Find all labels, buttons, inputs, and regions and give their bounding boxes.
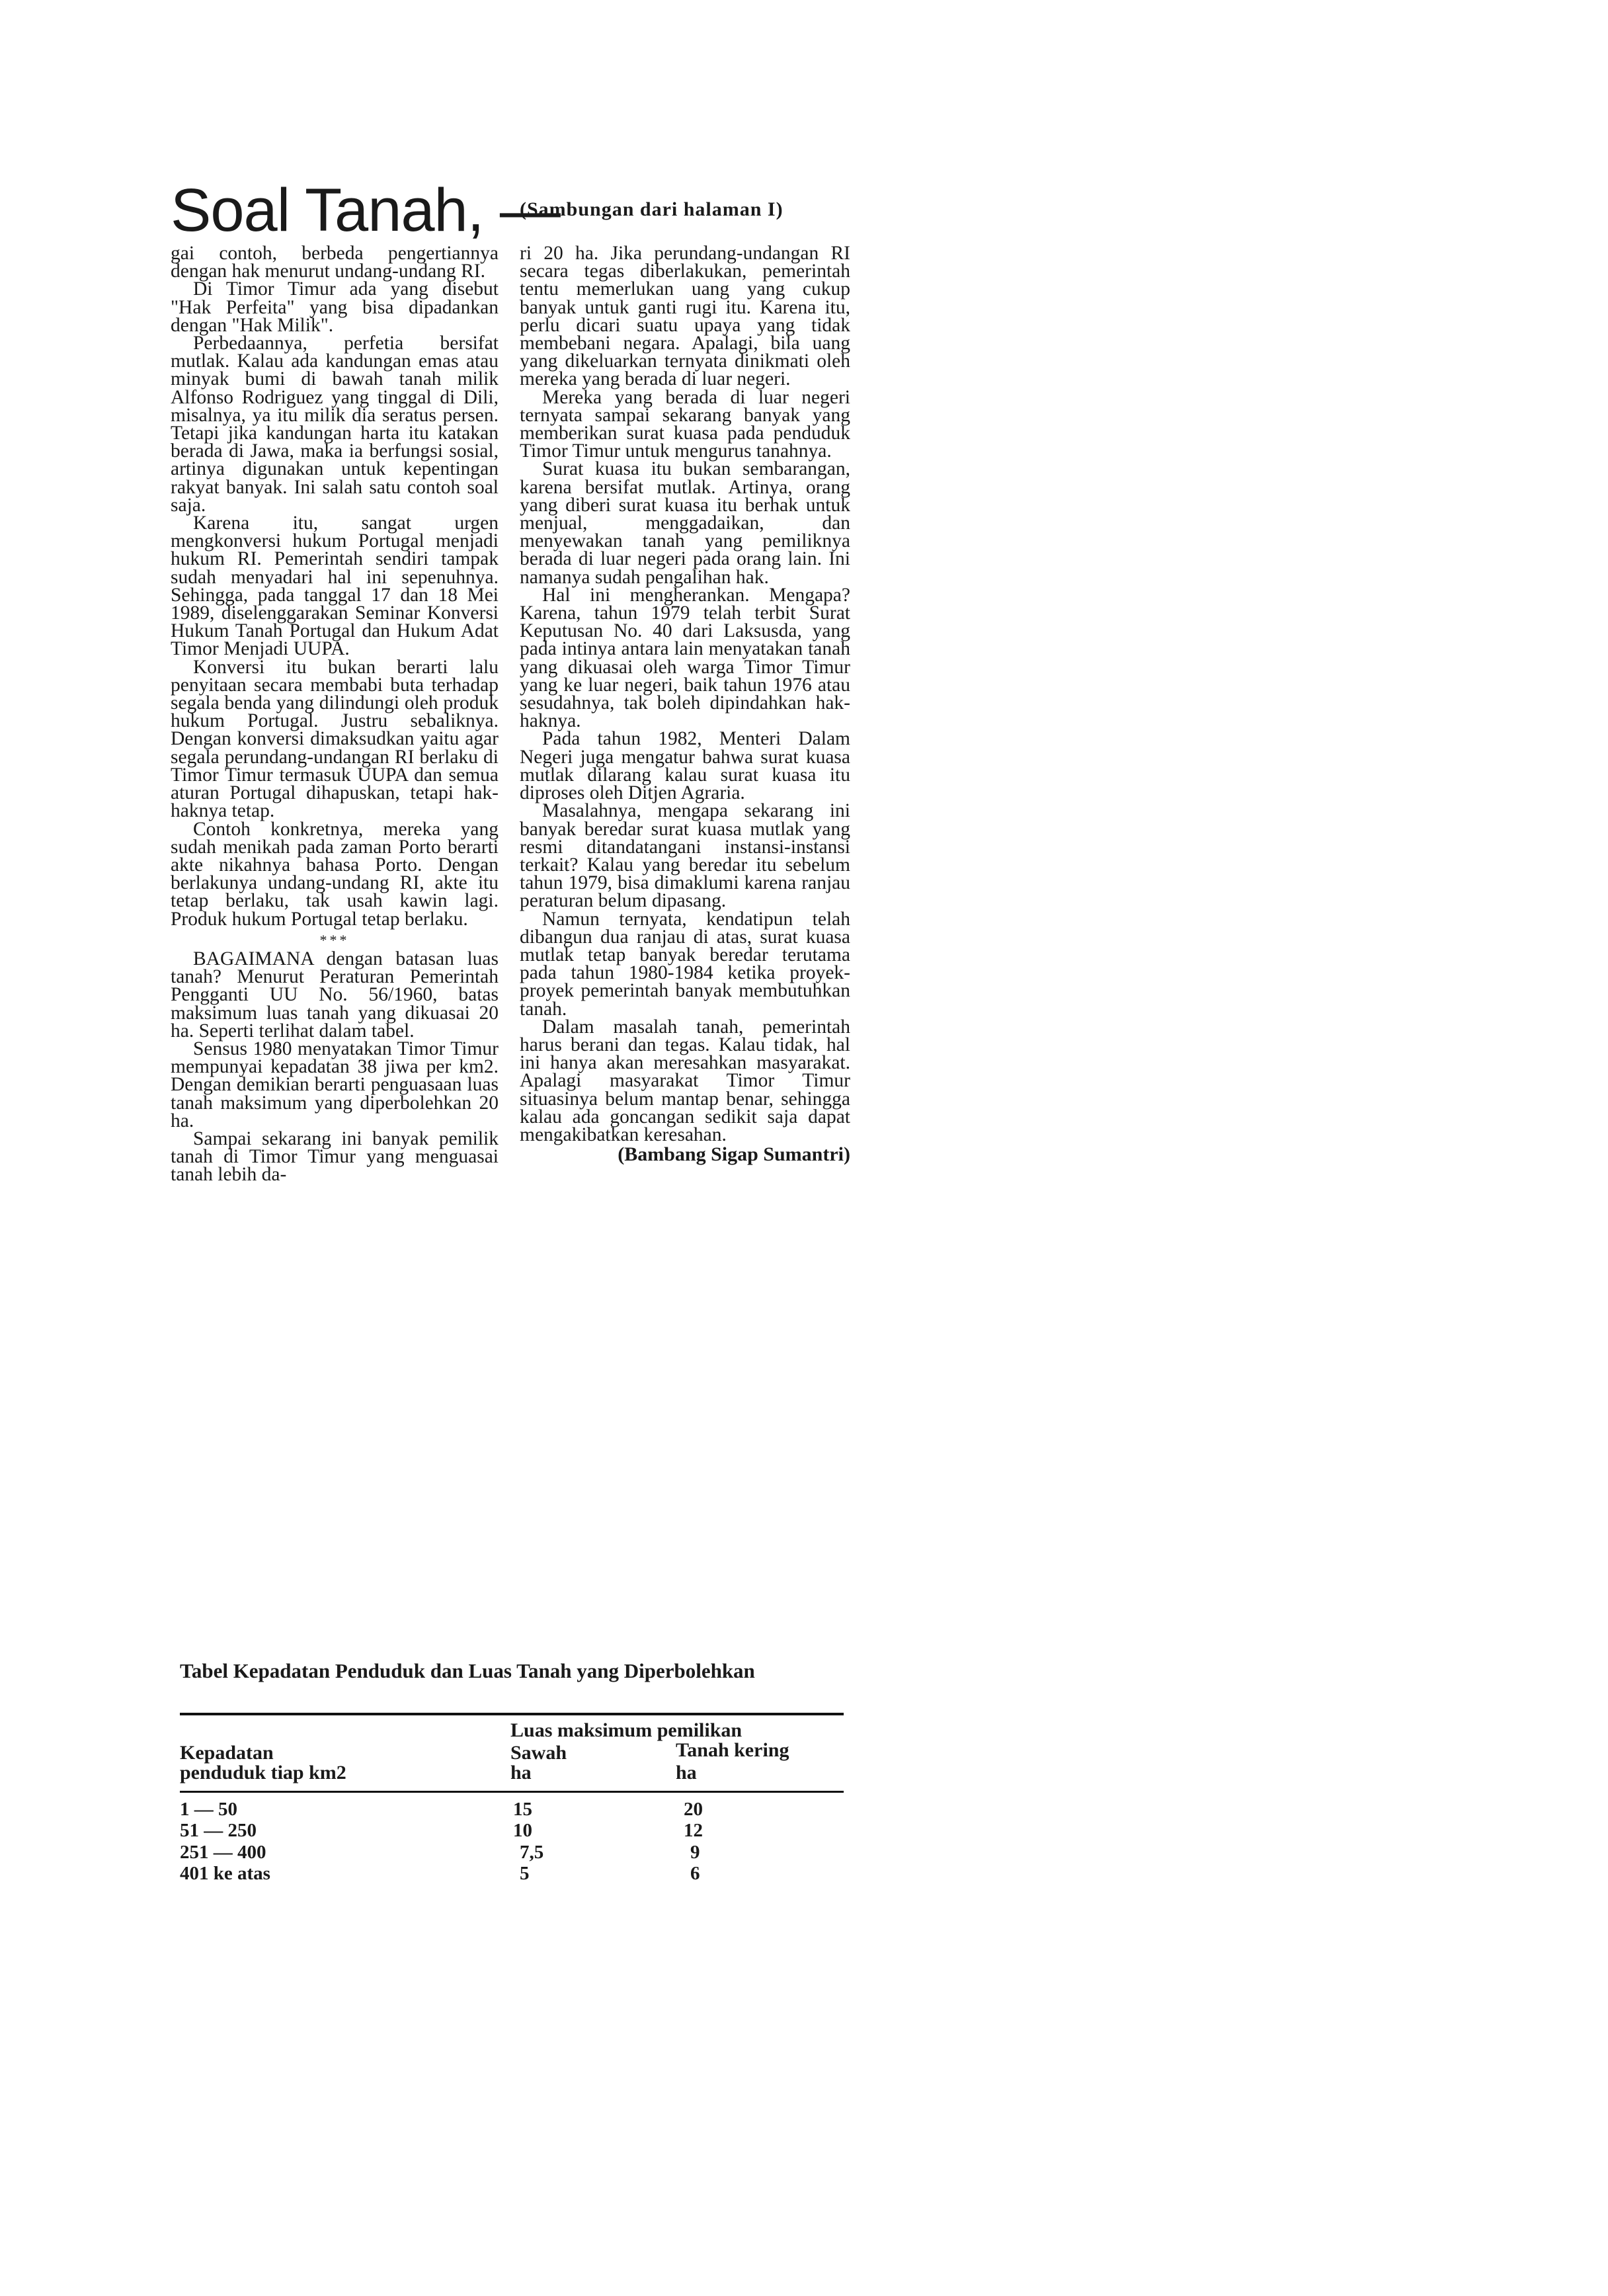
table-title: Tabel Kepadatan Penduduk dan Luas Tanah yang Diperbolehkan [180, 1659, 755, 1682]
table-row-3-density: 251 — 400 [180, 1842, 266, 1863]
table-row-4-kering: 6 [690, 1863, 700, 1884]
table-row-2-sawah: 10 [513, 1820, 532, 1841]
table-row-2-kering: 12 [684, 1820, 703, 1841]
right-paragraph-2: Mereka yang berada di luar negeri ternyata sampai sekarang banyak yang memberikan surat kuasa pada penduduk Timor Timur untuk mengurus tanahnya. [520, 386, 850, 462]
right-paragraph-5: Pada tahun 1982, Menteri Dalam Negeri juga mengatur bahwa surat kuasa mutlak dilarang kalau surat kuasa itu diproses oleh Ditjen Agraria. [520, 728, 850, 804]
author-byline: (Bambang Sigap Sumantri) [618, 1143, 850, 1166]
article-headline: Soal Tanah, — [171, 177, 560, 244]
header-kering-line2: ha [676, 1762, 697, 1784]
article-left-column [171, 245, 499, 1184]
right-paragraph-1: ri 20 ha. Jika perundang-undangan RI secara tegas diberlakukan, pemerintah tentu memerlukan uang yang cukup banyak untuk ganti rugi itu. Karena itu, perlu dicari suatu upaya yang tidak membebani negara. Apalagi, bila uang yang dikeluarkan ternyata dinikmati oleh mereka yang berada di luar negeri. [520, 243, 850, 390]
left-paragraph-6: Contoh konkretnya, mereka yang sudah menikah pada zaman Porto berarti akte nikahnya bahasa Porto. Dengan berlakunya undang-undang RI, akte itu tetap berlaku, tak usah kawin lagi. Produk hukum Portugal tetap berlaku. [171, 818, 499, 930]
table-group-header: Luas maksimum pemilikan [510, 1719, 743, 1741]
left-paragraph-5: Konversi itu bukan berarti lalu penyitaan secara membabi buta terhadap segala benda yang dilindungi oleh produk hukum Portugal. Justru sebaliknya. Dengan konversi dimaksudkan yaitu agar segala perundang-undangan RI berlaku di Timor Timur termasuk UUPA dan semua aturan Portugal dihapuskan, tetapi hak-haknya tetap. [171, 656, 499, 822]
table-row-3-kering: 9 [690, 1842, 700, 1863]
table-row-1-density: 1 — 50 [180, 1799, 237, 1820]
table-header-rule [180, 1791, 844, 1793]
right-paragraph-8: Dalam masalah tanah, pemerintah harus berani dan tegas. Kalau tidak, hal ini hanya akan meresahkan masyarakat. Apalagi masyarakat Timor Timur situasinya belum mantap benar, sehingga kalau ada goncangan sedikit saja dapat mengakibatkan keresahan. [520, 1016, 850, 1145]
right-paragraph-6: Masalahnya, mengapa sekarang ini banyak beredar surat kuasa mutlak yang resmi ditandatangani instansi-instansi terkait? Kalau yang beredar itu sebelum tahun 1979, bisa dimaklumi karena ranjau peraturan belum dipasang. [520, 800, 850, 912]
right-paragraph-4: Hal ini mengherankan. Mengapa? Karena, tahun 1979 telah terbit Surat Keputusan No. 40 dari Laksusda, yang pada intinya antara lain menyatakan tanah yang dikuasai oleh warga Timor Timur yang ke luar negeri, baik tahun 1976 atau sesudahnya, tak boleh dipindahkan hak-haknya. [520, 584, 850, 732]
header-kering-line1: Tanah kering [676, 1739, 789, 1761]
right-paragraph-7: Namun ternyata, kendatipun telah dibangun dua ranjau di atas, surat kuasa mutlak tetap banyak beredar terutama pada tahun 1980-1984 ketika proyek-proyek pemerintah banyak membutuhkan tanah. [520, 908, 850, 1020]
table-top-rule [180, 1713, 844, 1715]
left-paragraph-8: Sensus 1980 menyatakan Timor Timur mempunyai kepadatan 38 jiwa per km2. Dengan demikian berarti penguasaan luas tanah maksimum yang diperbolehkan 20 ha. [171, 1038, 499, 1131]
table-row-2-density: 51 — 250 [180, 1820, 257, 1841]
article-right-column [520, 243, 850, 1166]
left-paragraph-3: Perbedaannya, perfetia bersifat mutlak. Kalau ada kandungan emas atau minyak bumi di bawah tanah milik Alfonso Rodriguez yang tinggal di Dili, misalnya, ya itu milik dia seratus persen. Tetapi jika kandungan harta itu katakan berada di Jawa, maka ia berfungsi sosial, artinya digunakan untuk kepentingan rakyat banyak. Ini salah satu contoh soal saja. [171, 333, 499, 516]
left-paragraph-1: gai contoh, berbeda pengertiannya dengan hak menurut undang-undang RI. [171, 243, 499, 282]
header-sawah-line1: Sawah [510, 1742, 567, 1764]
table-row-3-sawah: 7,5 [520, 1842, 544, 1863]
continuation-note: (Sambungan dari halaman I) [520, 198, 784, 220]
right-paragraph-3: Surat kuasa itu bukan sembarangan, karena bersifat mutlak. Artinya, orang yang diberi surat kuasa itu berhak untuk menjual, menggadaikan, dan menyewakan tanah yang pemiliknya berada di luar negeri pada orang lain. Ini namanya sudah pengalihan hak. [520, 458, 850, 588]
header-density-line2: penduduk tiap km2 [180, 1762, 346, 1784]
table-row-1-kering: 20 [684, 1799, 703, 1820]
table-row-1-sawah: 15 [513, 1799, 532, 1820]
table-row-4-sawah: 5 [520, 1863, 530, 1884]
header-density-line1: Kepadatan [180, 1742, 274, 1764]
left-paragraph-2: Di Timor Timur ada yang disebut "Hak Perfeita" yang bisa dipadankan dengan "Hak Milik". [171, 278, 499, 336]
header-sawah-line2: ha [510, 1762, 532, 1784]
left-paragraph-9: Sampai sekarang ini banyak pemilik tanah di Timor Timur yang menguasai tanah lebih da- [171, 1128, 499, 1186]
left-paragraph-7: BAGAIMANA dengan batasan luas tanah? Menurut Peraturan Pemerintah Pengganti UU No. 56/1960, batas maksimum luas tanah yang dikuasai 20 ha. Seperti terlihat dalam tabel. [171, 948, 499, 1042]
table-row-4-density: 401 ke atas [180, 1863, 270, 1884]
section-separator: *** [319, 931, 350, 948]
left-paragraph-4: Karena itu, sangat urgen mengkonversi hukum Portugal menjadi hukum RI. Pemerintah sendiri tampak sudah menyadari hal ini sepenuhnya. Sehingga, pada tanggal 17 dan 18 Mei 1989, diselenggarakan Seminar Konversi Hukum Tanah Portugal dan Hukum Adat Timor Menjadi UUPA. [171, 512, 499, 660]
